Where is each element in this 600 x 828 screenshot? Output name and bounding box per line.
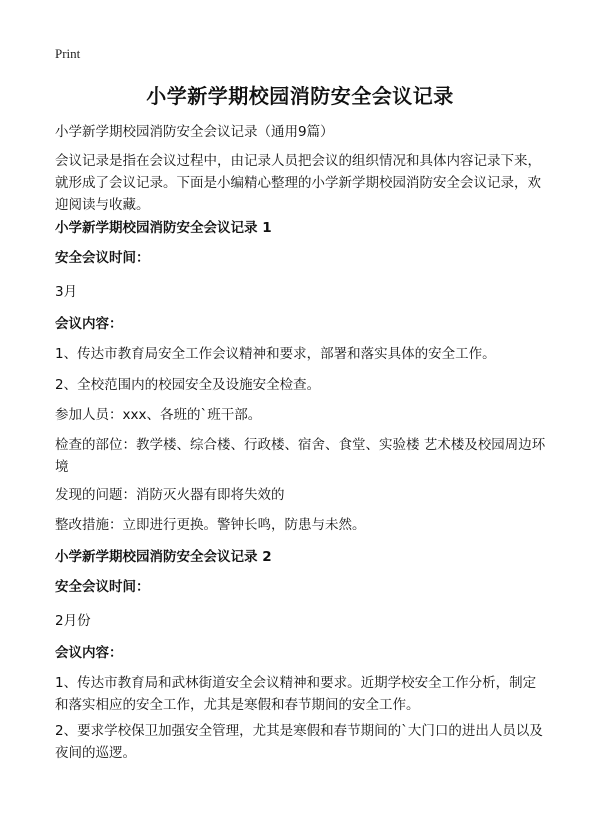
corrective-action-line: 整改措施：立即进行更换。警钟长鸣，防患与未然。 [55, 517, 366, 533]
issues-found-line: 发现的问题：消防灭火器有即将失效的 [55, 487, 285, 503]
document-subtitle: 小学新学期校园消防安全会议记录（通用9篇） [55, 124, 334, 140]
content-item: 1、传达市教育局安全工作会议精神和要求，部署和落实具体的安全工作。 [55, 346, 496, 362]
content-item: 1、传达市教育局和武林街道安全会议精神和要求。近期学校安全工作分析，制定和落实相应的安全工作，尤其是寒假和春节期间的安全工作。 [55, 675, 537, 713]
content-item: 2、要求学校保卫加强安全管理，尤其是寒假和春节期间的`大门口的进出人员以及夜间的巡逻。 [55, 723, 543, 761]
intro-paragraph: 会议记录是指在会议过程中，由记录人员把会议的组织情况和具体内容记录下来，就形成了会议记录。下面是小编精心整理的小学新学期校园消防安全会议记录，欢迎阅读与收藏。 [55, 153, 541, 213]
meeting-content-label: 会议内容： [55, 645, 123, 661]
meeting-content-label: 会议内容： [55, 316, 123, 332]
section-heading: 小学新学期校园消防安全会议记录 1 [55, 220, 272, 236]
meeting-time-label: 安全会议时间： [55, 250, 150, 266]
meeting-time-value: 3月 [55, 284, 78, 300]
participants-line: 参加人员：xxx、各班的`班干部。 [55, 407, 262, 423]
meeting-time-value: 2月份 [55, 613, 91, 629]
section-heading: 小学新学期校园消防安全会议记录 2 [55, 549, 272, 565]
document-title: 小学新学期校园消防安全会议记录 [146, 84, 454, 108]
content-item: 2、全校范围内的校园安全及设施安全检查。 [55, 377, 321, 393]
meeting-time-label: 安全会议时间： [55, 579, 150, 595]
print-label: Print [55, 46, 81, 61]
inspection-areas-line: 检查的部位：教学楼、综合楼、行政楼、宿舍、食堂、实验楼 艺术楼及校园周边环境 [55, 437, 546, 475]
